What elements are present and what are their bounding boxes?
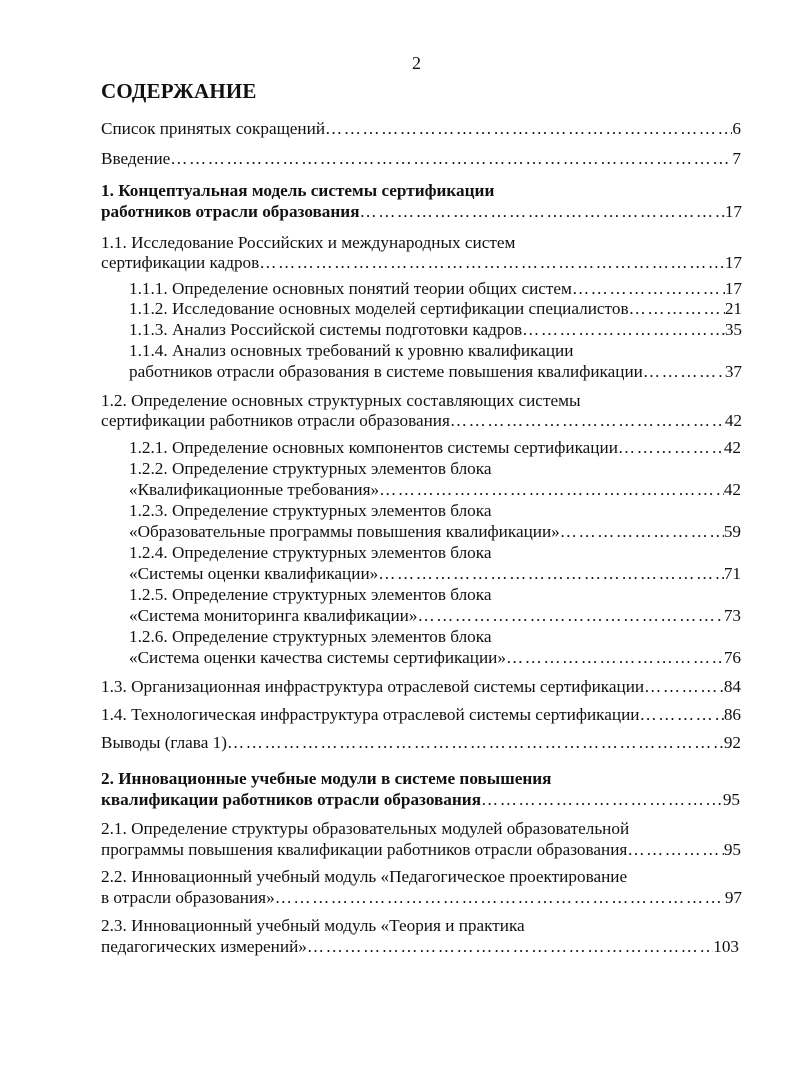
toc-page-number: 71 (723, 564, 741, 583)
toc-entry-1-2-4[interactable] (129, 563, 741, 584)
toc-page-number: 42 (723, 438, 741, 457)
toc-leader-dots (170, 148, 732, 169)
toc-page-number: 6 (732, 119, 741, 138)
toc-entry-1-2-5[interactable] (129, 605, 741, 626)
toc-page-number: 103 (713, 937, 739, 956)
toc-entry-abbreviations[interactable] (101, 118, 741, 139)
toc-entry-section-2-1[interactable] (101, 839, 741, 860)
toc-entry-text: работников отрасли образования (101, 202, 360, 221)
toc-entry-1-1-4-line1[interactable]: 1.1.4. Анализ основных требований к уровню квалификации (129, 341, 574, 360)
toc-entry-1-2-6[interactable] (129, 647, 741, 668)
toc-entry-1-2-4-line1[interactable]: 1.2.4. Определение структурных элементов блока (129, 543, 492, 562)
toc-leader-dots (643, 361, 725, 382)
toc-chapter-2-line1[interactable]: 2. Инновационные учебные модули в системе повышения (101, 769, 552, 788)
toc-entry-text: «Система оценки качества системы сертификации» (129, 648, 506, 667)
toc-page-number: 42 (723, 480, 741, 499)
toc-section-1-2-line1[interactable]: 1.2. Определение основных структурных составляющих системы (101, 391, 581, 410)
toc-entry-text: Выводы (глава 1) (101, 733, 227, 752)
toc-entry-1-1-1[interactable] (129, 278, 742, 299)
toc-section-2-1-line1[interactable]: 2.1. Определение структуры образовательных модулей образовательной (101, 819, 630, 838)
toc-page-number: 7 (732, 149, 741, 168)
toc-leader-dots (227, 732, 724, 753)
toc-page-number: 21 (724, 299, 742, 318)
toc-entry-text: сертификации работников отрасли образования (101, 411, 450, 430)
toc-page-number: 17 (724, 279, 742, 298)
toc-entry-text: 1.2.1. Определение основных компонентов системы сертификации (129, 438, 618, 457)
toc-entry-text: 1.1.1. Определение основных понятий теории общих систем (129, 279, 572, 298)
toc-leader-dots (275, 887, 725, 908)
toc-section-2-3-line1[interactable]: 2.3. Инновационный учебный модуль «Теория и практика (101, 916, 525, 935)
toc-page-number: 95 (723, 840, 741, 859)
toc-entry-1-2-2[interactable] (129, 479, 741, 500)
toc-page-number: 84 (723, 677, 741, 696)
toc-page-number: 97 (724, 888, 742, 907)
toc-page-number: 76 (723, 648, 741, 667)
toc-chapter-1-line1[interactable]: 1. Концептуальная модель системы сертификации (101, 181, 495, 200)
toc-leader-dots (522, 319, 725, 340)
toc-leader-dots (379, 479, 724, 500)
toc-leader-dots (481, 789, 723, 810)
toc-page-number: 95 (722, 790, 740, 809)
toc-leader-dots (627, 839, 724, 860)
toc-entry-1-1-2[interactable] (129, 298, 742, 319)
toc-page-number: 42 (724, 411, 742, 430)
toc-page-number: 92 (723, 733, 741, 752)
toc-leader-dots (572, 278, 725, 299)
toc-entry-1-2-6-line1[interactable]: 1.2.6. Определение структурных элементов блока (129, 627, 492, 646)
toc-entry-text: Введение (101, 149, 171, 168)
toc-entry-text: 1.3. Организационная инфраструктура отраслевой системы сертификации (101, 677, 645, 696)
toc-entry-text: 1.1.2. Исследование основных моделей сертификации специалистов (129, 299, 629, 318)
toc-leader-dots (629, 298, 725, 319)
page-title: СОДЕРЖАНИЕ (101, 79, 257, 103)
toc-entry-1-2-3-line1[interactable]: 1.2.3. Определение структурных элементов блока (129, 501, 492, 520)
toc-entry-introduction[interactable] (101, 148, 741, 169)
toc-entry-section-2-3[interactable] (101, 936, 739, 957)
toc-entry-text: «Система мониторинга квалификации» (129, 606, 418, 625)
toc-leader-dots (360, 201, 725, 222)
toc-entry-1-1-3[interactable] (129, 319, 742, 340)
toc-leader-dots (307, 936, 713, 957)
toc-entry-text: Список принятых сокращений (101, 119, 326, 138)
toc-entry-section-1-4[interactable] (101, 704, 741, 725)
toc-entry-chapter-1[interactable] (101, 201, 742, 222)
toc-entry-1-2-3[interactable] (129, 521, 741, 542)
toc-entry-chapter-2[interactable] (101, 789, 740, 810)
toc-entry-1-2-2-line1[interactable]: 1.2.2. Определение структурных элементов блока (129, 459, 492, 478)
toc-page-number: 73 (723, 606, 741, 625)
page-number: 2 (412, 53, 421, 73)
toc-entry-section-1-2[interactable] (101, 410, 742, 431)
toc-page-number: 17 (724, 253, 742, 272)
toc-entry-text: 1.4. Технологическая инфраструктура отраслевой системы сертификации (101, 705, 640, 724)
toc-section-2-2-line1[interactable]: 2.2. Инновационный учебный модуль «Педагогическое проектирование (101, 867, 628, 886)
toc-entry-text: в отрасли образования» (101, 888, 275, 907)
toc-leader-dots (259, 252, 725, 273)
toc-leader-dots (618, 437, 724, 458)
toc-entry-section-1-3[interactable] (101, 676, 741, 697)
toc-entry-text: «Системы оценки квалификации» (129, 564, 379, 583)
toc-entry-1-1-4[interactable] (129, 361, 742, 382)
toc-page-number: 35 (724, 320, 742, 339)
toc-entry-text: программы повышения квалификации работников отрасли образования (101, 840, 628, 859)
toc-page-number: 86 (723, 705, 741, 724)
toc-leader-dots (644, 676, 724, 697)
toc-entry-text: работников отрасли образования в системе повышения квалификации (129, 362, 643, 381)
toc-entry-conclusions-ch1[interactable] (101, 732, 741, 753)
toc-leader-dots (378, 563, 724, 584)
toc-entry-section-1-1[interactable] (101, 252, 742, 273)
toc-entry-text: «Квалификационные требования» (129, 480, 380, 499)
toc-entry-1-2-5-line1[interactable]: 1.2.5. Определение структурных элементов блока (129, 585, 492, 604)
toc-leader-dots (639, 704, 723, 725)
toc-entry-text: «Образовательные программы повышения квалификации» (129, 522, 560, 541)
toc-page-number: 17 (724, 202, 742, 221)
toc-entry-text: педагогических измерений» (101, 937, 307, 956)
toc-leader-dots (450, 410, 725, 431)
toc-entry-text: квалификации работников отрасли образования (101, 790, 482, 809)
toc-entry-section-2-2[interactable] (101, 887, 742, 908)
toc-entry-1-2-1[interactable] (129, 437, 741, 458)
toc-page-number: 37 (724, 362, 742, 381)
toc-section-1-1-line1[interactable]: 1.1. Исследование Российских и международных систем (101, 233, 516, 252)
toc-leader-dots (560, 521, 724, 542)
toc-entry-text: 1.1.3. Анализ Российской системы подготовки кадров (129, 320, 523, 339)
toc-leader-dots (506, 647, 724, 668)
toc-entry-text: сертификации кадров (101, 253, 260, 272)
toc-page-number: 59 (723, 522, 741, 541)
toc-leader-dots (325, 118, 732, 139)
toc-leader-dots (417, 605, 723, 626)
